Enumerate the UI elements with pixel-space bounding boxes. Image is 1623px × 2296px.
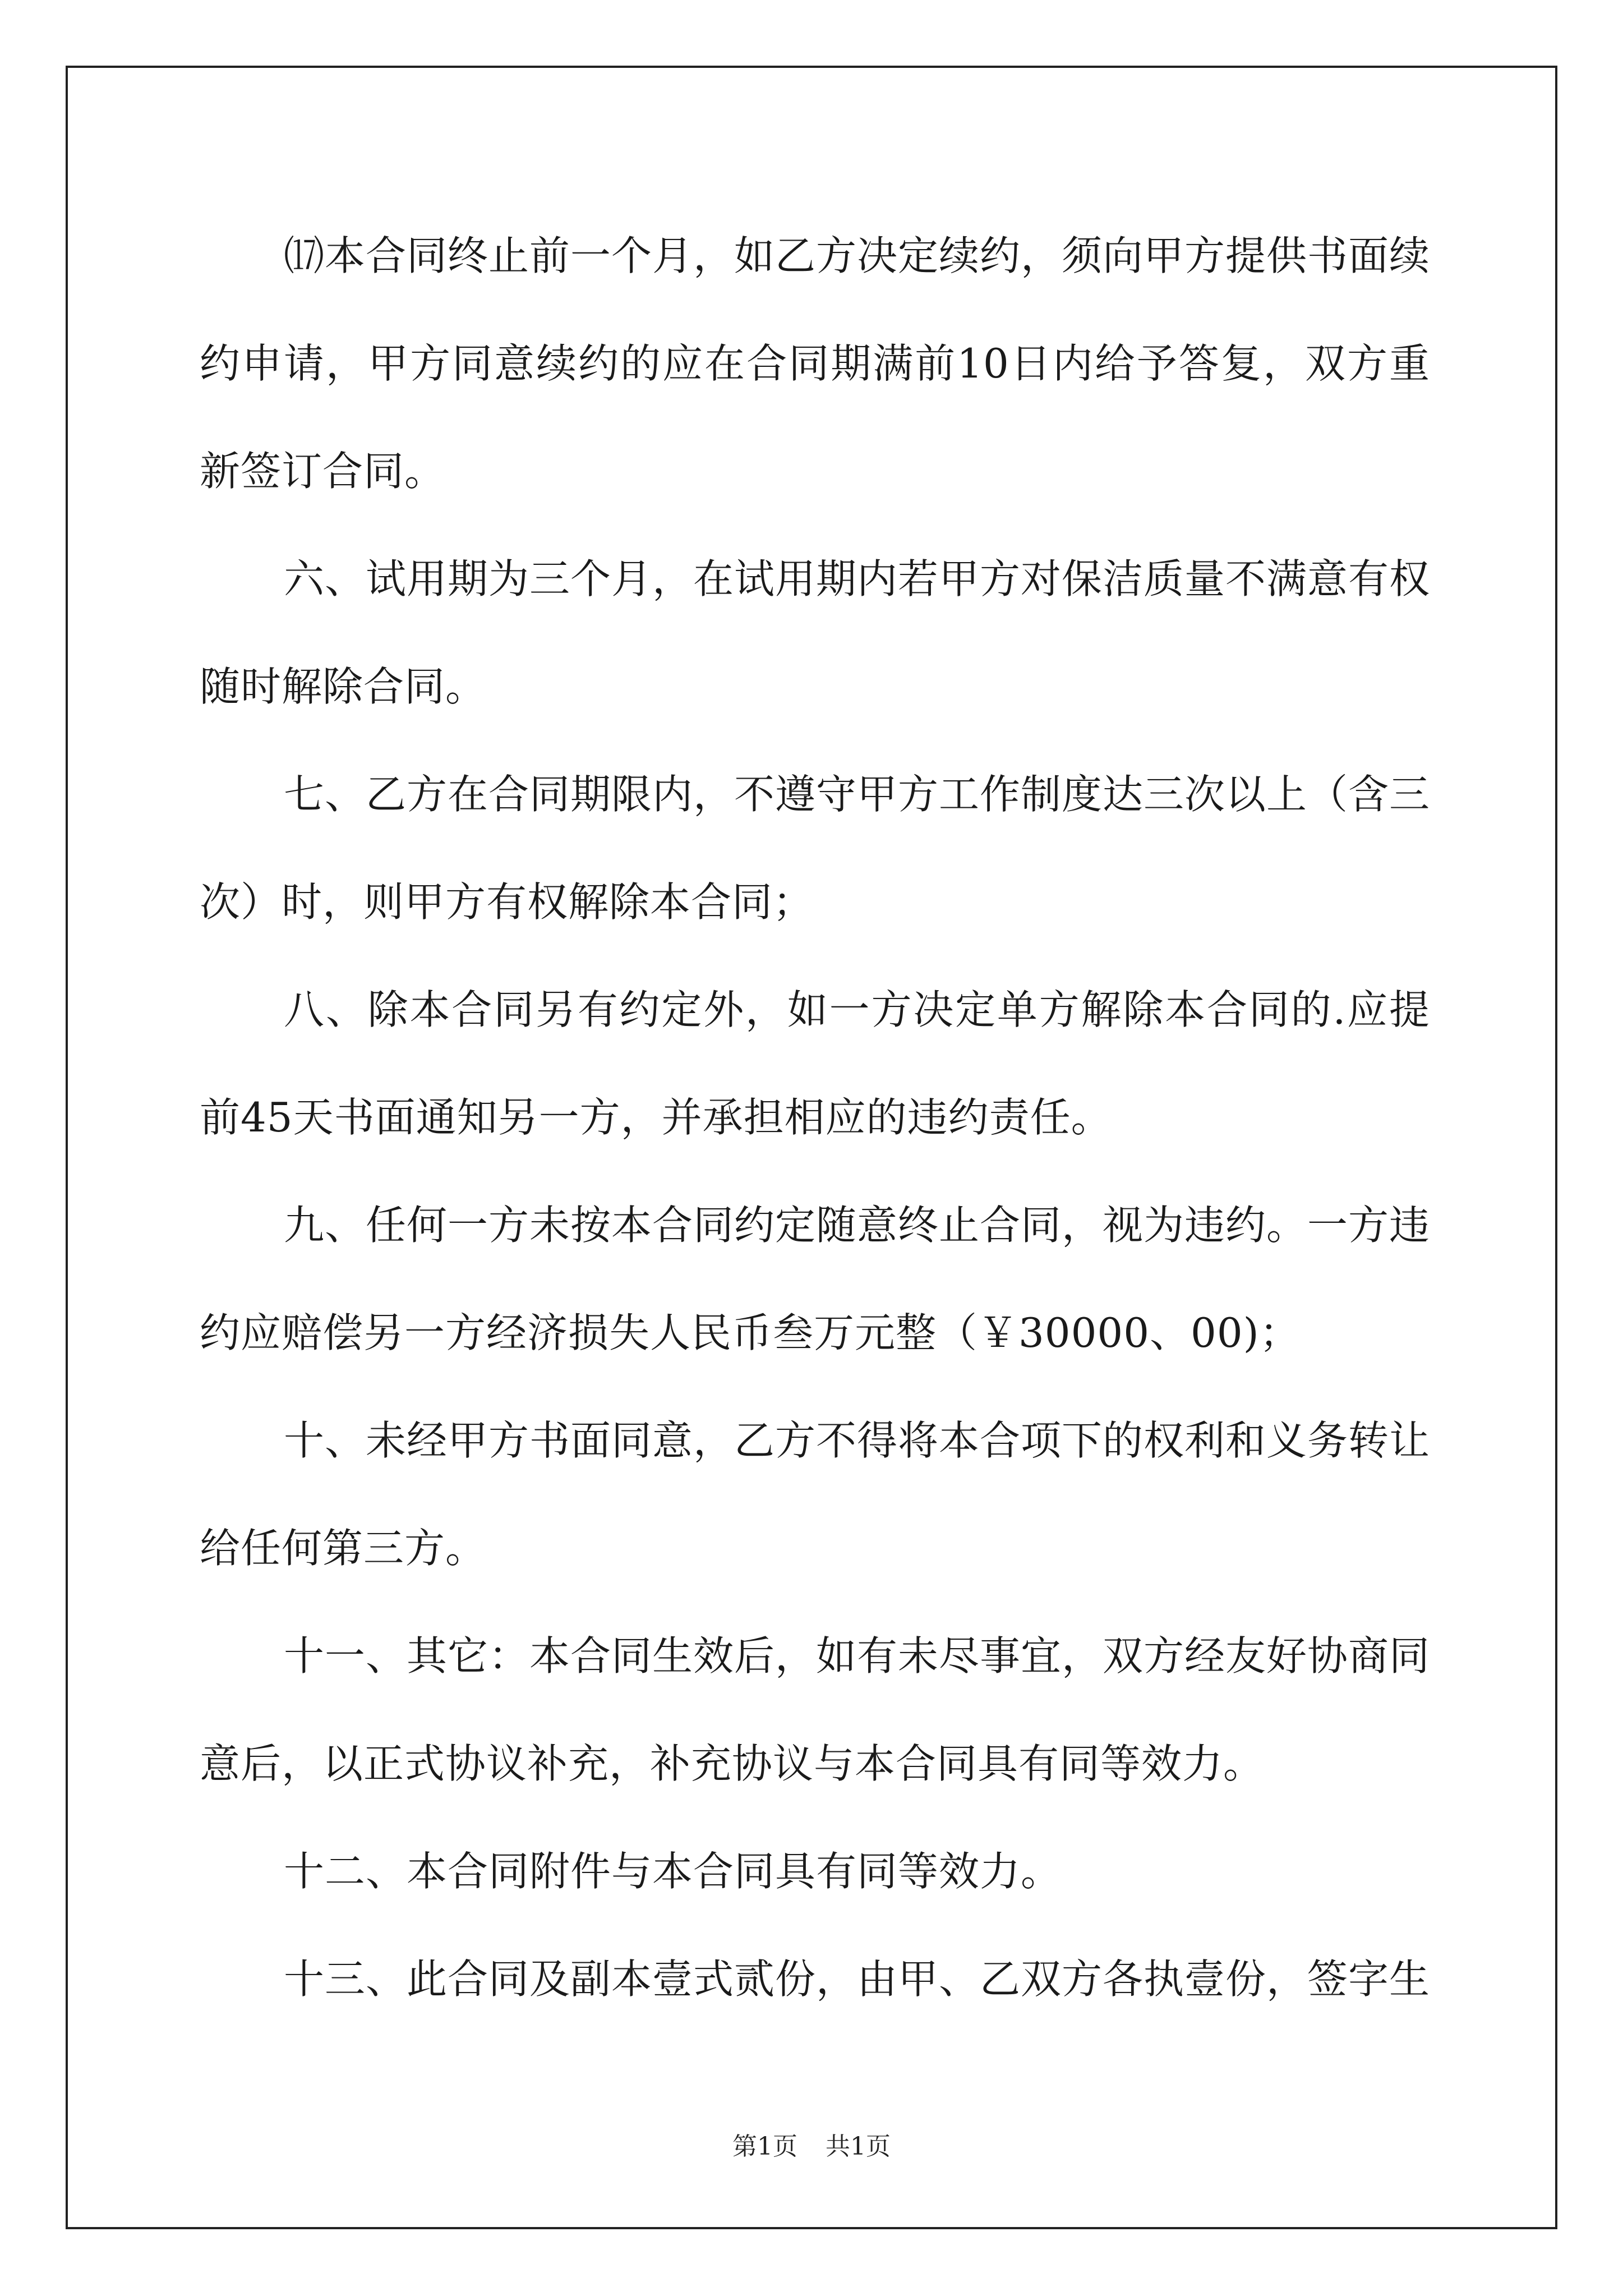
- page-footer: [0, 2126, 1623, 2162]
- paragraph-7-violation: 七、乙方在合同期限内，不遵守甲方工作制度达三次以上（含三次）时，则甲方有权解除本合同；: [200, 771, 1431, 926]
- paragraph-10-transfer: 十、未经甲方书面同意，乙方不得将本合项下的权利和义务转让给任何第三方。: [200, 1417, 1431, 1572]
- paragraph-17-renewal: ⒄本合同终止前一个月，如乙方决定续约，须向甲方提供书面续约申请，甲方同意续约的应在合同期满前10日内给予答复，双方重新签订合同。: [200, 232, 1431, 495]
- paragraph-9-breach: 九、任何一方未按本合同约定随意终止合同，视为违约。一方违约应赔偿另一方经济损失人民币叁万元整（￥30000、00)；: [200, 1202, 1431, 1356]
- paragraph-8-termination: 八、除本合同另有约定外，如一方决定单方解除本合同的.应提前45天书面通知另一方，并承担相应的违约责任。: [200, 986, 1430, 1141]
- paragraph-12-annex: 十二、本合同附件与本合同具有同等效力。: [284, 1848, 1062, 1895]
- total-pages: 共1页: [826, 2132, 891, 2161]
- paragraph-6-probation: 六、试用期为三个月，在试用期内若甲方对保洁质量不满意有权随时解除合同。: [200, 555, 1431, 710]
- paragraph-11-other: 十一、其它：本合同生效后，如有未尽事宜，双方经友好协商同意后，以正式协议补充，补充协议与本合同具有同等效力。: [200, 1632, 1431, 1787]
- paragraph-13-copies: 十三、此合同及副本壹式贰份，由甲、乙双方各执壹份，签字生: [284, 1955, 1431, 2003]
- page-number: 第1页: [732, 2132, 797, 2161]
- document-body: [200, 202, 1430, 2033]
